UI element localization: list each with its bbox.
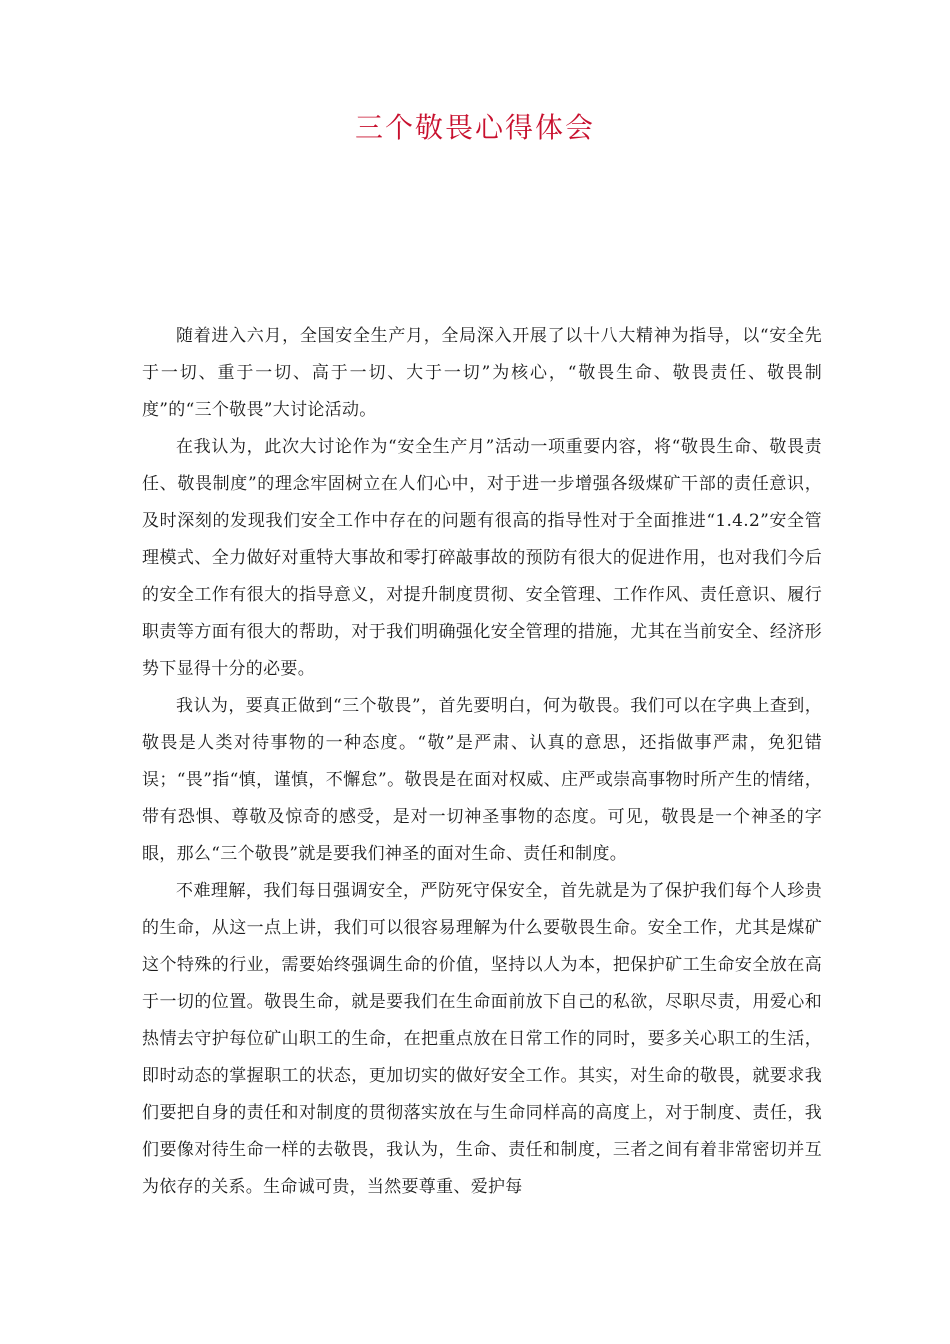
paragraph-3: 我认为，要真正做到“三个敬畏”，首先要明白，何为敬畏。我们可以在字典上查到，敬畏是人类对待事物的一种态度。“敬”是严肃、认真的意思，还指做事严肃，免犯错误；“畏”指“慎，谨慎，不懈怠”。敬畏是在面对权威、庄严或崇高事物时所产生的情绪，带有恐惧、尊敬及惊奇的感受，是对一切神圣事物的态度。可见，敬畏是一个神圣的字眼，那么“三个敬畏”就是要我们神圣的面对生命、责任和制度。 <box>142 696 822 864</box>
document-title: 三个敬畏心得体会 <box>354 111 595 144</box>
paragraph-1: 随着进入六月，全国安全生产月，全局深入开展了以十八大精神为指导，以“安全先于一切、重于一切、高于一切、大于一切”为核心，“敬畏生命、敬畏责任、敬畏制度”的“三个敬畏”大讨论活动。 <box>142 326 822 420</box>
paragraph-2: 在我认为，此次大讨论作为“安全生产月”活动一项重要内容，将“敬畏生命、敬畏责任、敬畏制度”的理念牢固树立在人们心中，对于进一步增强各级煤矿干部的责任意识，及时深刻的发现我们安全工作中存在的问题有很高的指导性对于全面推进“1.4.2”安全管理模式、全力做好对重特大事故和零打碎敲事故的预防有很大的促进作用，也对我们今后的安全工作有很大的指导意义，对提升制度贯彻、安全管理、工作作风、责任意识、履行职责等方面有很大的帮助，对于我们明确强化安全管理的措施，尤其在当前安全、经济形势下显得十分的必要。 <box>142 437 822 679</box>
document-body <box>142 318 822 1206</box>
paragraph-4: 不难理解，我们每日强调安全，严防死守保安全，首先就是为了保护我们每个人珍贵的生命，从这一点上讲，我们可以很容易理解为什么要敬畏生命。安全工作，尤其是煤矿这个特殊的行业，需要始终强调生命的价值，坚持以人为本，把保护矿工生命安全放在高于一切的位置。敬畏生命，就是要我们在生命面前放下自己的私欲，尽职尽责，用爱心和热情去守护每位矿山职工的生命，在把重点放在日常工作的同时，要多关心职工的生活，即时动态的掌握职工的状态，更加切实的做好安全工作。其实，对生命的敬畏，就要求我们要把自身的责任和对制度的贯彻落实放在与生命同样高的高度上，对于制度、责任，我们要像对待生命一样的去敬畏，我认为，生命、责任和制度，三者之间有着非常密切并互为依存的关系。生命诚可贵，当然要尊重、爱护每 <box>142 881 822 1197</box>
